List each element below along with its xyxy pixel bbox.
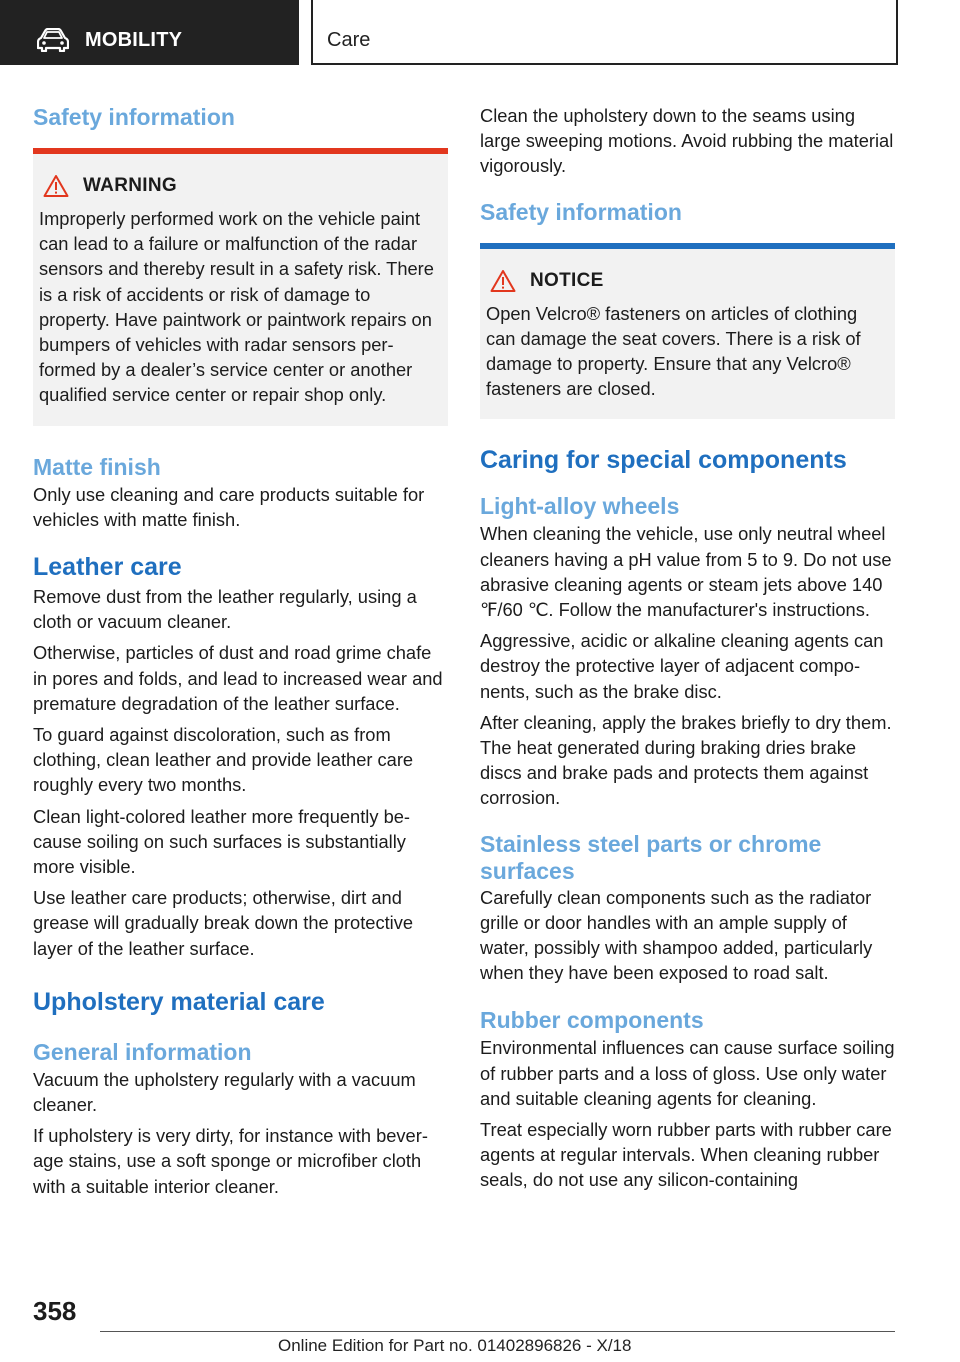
light-alloy-wheels-text-3: After cleaning, apply the brakes briefly to dry them. The heat generated during braking dries brake discs and brake pads and protects them against corrosion. (480, 711, 892, 809)
chapter-tab-care[interactable] (311, 0, 898, 65)
warning-box (33, 148, 448, 426)
section-label: MOBILITY (85, 29, 183, 51)
safety-information-heading: Safety information (33, 104, 235, 130)
leather-care-text-4: Clean light-colored leather more frequently because soiling on such surfaces is substantially more visible. (33, 805, 411, 878)
stainless-steel-text: Carefully clean components such as the radiator grille or door handles with an ample supply of water, possibly with shampoo added, particularly when they have been exposed to road salt. (480, 886, 873, 984)
section-tab-mobility[interactable] (0, 0, 299, 65)
leather-care-text-3: To guard against discoloration, such as from clothing, clean leather and provide leather care roughly every two months. (33, 724, 414, 796)
light-alloy-wheels-text-1: When cleaning the vehicle, use only neutral wheel cleaners having a pH value from 5 to 9. Do not use abrasive cleaning agents or steam jets above 140 ℉/60 ℃. Follow the manufacturer's instructions. (480, 523, 892, 621)
rubber-components-text-1: Environmental influences can cause surface soiling of rubber parts and a loss of gloss. Use only water and suitable cleaning agents for cleaning. (480, 1037, 895, 1109)
stainless-steel-heading: Stainless steel parts or chrome surfaces (480, 830, 822, 884)
left-column (33, 100, 448, 1205)
leather-care-text-5: Use leather care products; otherwise, dirt and grease will gradually break down the protective layer of the leather surface. (33, 887, 414, 959)
leather-care-heading: Leather care (33, 553, 182, 582)
matte-finish-text: Only use cleaning and care products suitable for vehicles with matte finish. (33, 483, 425, 530)
general-information-text-1: Vacuum the upholstery regularly with a vacuum cleaner. (33, 1068, 416, 1116)
warning-text: Improperly performed work on the vehicle paint can lead to a failure or malfunction of the radar sensors and thereby result in a safety risk. There is a risk of accidents or risk of damage to property. Have paintwork or paintwork repairs on bumpers of vehicles with radar sensors performed by a dealer’s service center or another qualified service center or repair shop only. (39, 208, 434, 406)
general-information-heading: General information (33, 1038, 252, 1065)
right-column (480, 103, 895, 1199)
page-number: 358 (33, 1296, 77, 1326)
upholstery-cleaning-text: Clean the upholstery down to the seams using large sweeping motions. Avoid rubbing the material vigorously. (480, 105, 894, 177)
rubber-components-heading: Rubber components (480, 1007, 704, 1034)
general-information-text-2: If upholstery is very dirty, for instance with beverage stains, use a soft sponge or microfiber cloth with a suitable interior cleaner. (33, 1125, 428, 1197)
rubber-components-text-2: Treat especially worn rubber parts with rubber care agents at regular intervals. When cleaning rubber seals, do not use any silicon-containing (480, 1119, 892, 1191)
chapter-label: Care (327, 29, 371, 51)
car-icon (37, 28, 69, 52)
warning-triangle-icon (490, 269, 516, 293)
notice-text: Open Velcro® fasteners on articles of clothing can damage the seat covers. There is a risk of damage to property. Ensure that any Velcro® fasteners are closed. (486, 302, 861, 400)
matte-finish-heading: Matte finish (33, 453, 161, 480)
special-components-heading: Caring for special components (480, 446, 847, 475)
warning-label: WARNING (83, 175, 177, 196)
edition-text: Online Edition for Part no. 01402896826 - X/18 (278, 1336, 632, 1355)
safety-information-heading-2: Safety information (480, 198, 682, 225)
page-header (0, 0, 960, 65)
upholstery-care-heading: Upholstery material care (33, 987, 325, 1016)
notice-box (480, 243, 895, 420)
leather-care-text-2: Otherwise, particles of dust and road grime chafe in pores and folds, and lead to increased wear and premature degradation of the leather surface. (33, 642, 443, 714)
footer-divider (100, 1331, 895, 1332)
light-alloy-wheels-heading: Light-alloy wheels (480, 493, 680, 520)
notice-label: NOTICE (530, 269, 604, 291)
warning-triangle-icon (43, 174, 69, 198)
leather-care-text-1: Remove dust from the leather regularly, using a cloth or vacuum cleaner. (33, 586, 417, 633)
light-alloy-wheels-text-2: Aggressive, acidic or alkaline cleaning agents can destroy the protective layer of adjacent components, such as the brake disc. (480, 630, 884, 702)
